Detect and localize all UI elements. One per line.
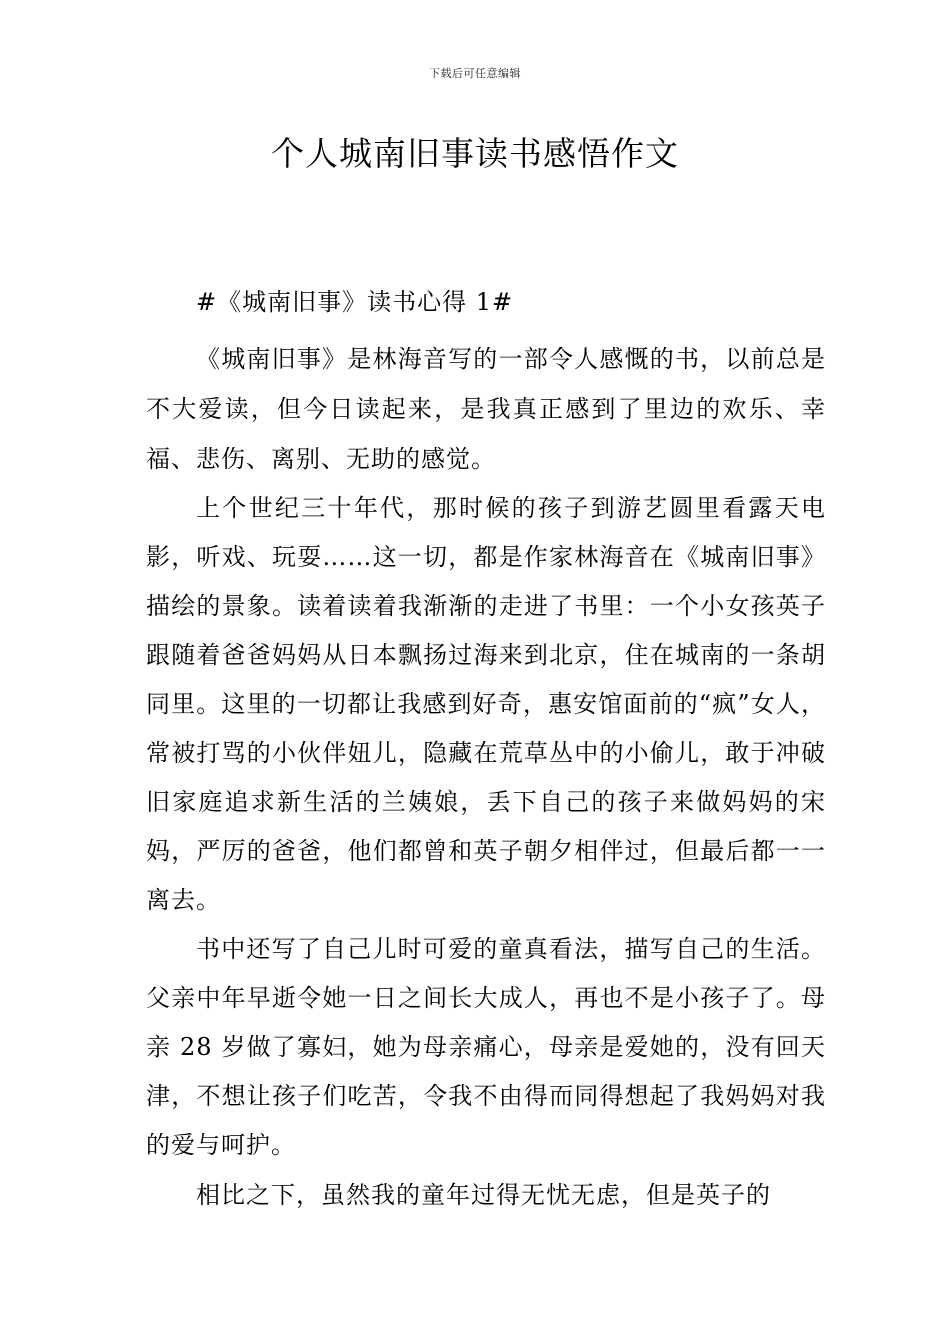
- paragraph-1: 《城南旧事》是林海音写的一部令人感慨的书，以前总是不大爱读，但今日读起来，是我真正感到了里边的欢乐、幸福、悲伤、离别、无助的感觉。: [146, 345, 826, 473]
- section-heading: #《城南旧事》读书心得 1#: [196, 288, 514, 316]
- paragraph-4: 相比之下，虽然我的童年过得无忧无虑，但是英子的: [196, 1181, 771, 1209]
- paragraph-2: 上个世纪三十年代，那时候的孩子到游艺圆里看露天电影，听戏、玩耍……这一切，都是作家林海音在《城南旧事》描绘的景象。读着读着我渐渐的走进了书里：一个小女孩英子跟随着爸爸妈妈从日本飘扬过海来到北京，住在城南的一条胡同里。这里的一切都让我感到好奇，惠安馆面前的“疯”女人，常被打骂的小伙伴妞儿，隐藏在荒草丛中的小偷儿，敢于冲破旧家庭追求新生活的兰姨娘，丢下自己的孩子来做妈妈的宋妈，严厉的爸爸，他们都曾和英子朝夕相伴过，但最后都一一离去。: [146, 494, 826, 914]
- document-title: 个人城南旧事读书感悟作文: [271, 134, 679, 173]
- paragraph-3: 书中还写了自己儿时可爱的童真看法，描写自己的生活。父亲中年早逝令她一日之间长大成人，再也不是小孩子了。母亲 28 岁做了寡妇，她为母亲痛心，母亲是爱她的，没有回天津，不想让孩子们吃苦，令我不由得而同得想起了我妈妈对我的爱与呵护。: [146, 935, 826, 1159]
- document-body: [146, 277, 826, 1220]
- header-note: 下载后可任意编辑: [429, 67, 521, 80]
